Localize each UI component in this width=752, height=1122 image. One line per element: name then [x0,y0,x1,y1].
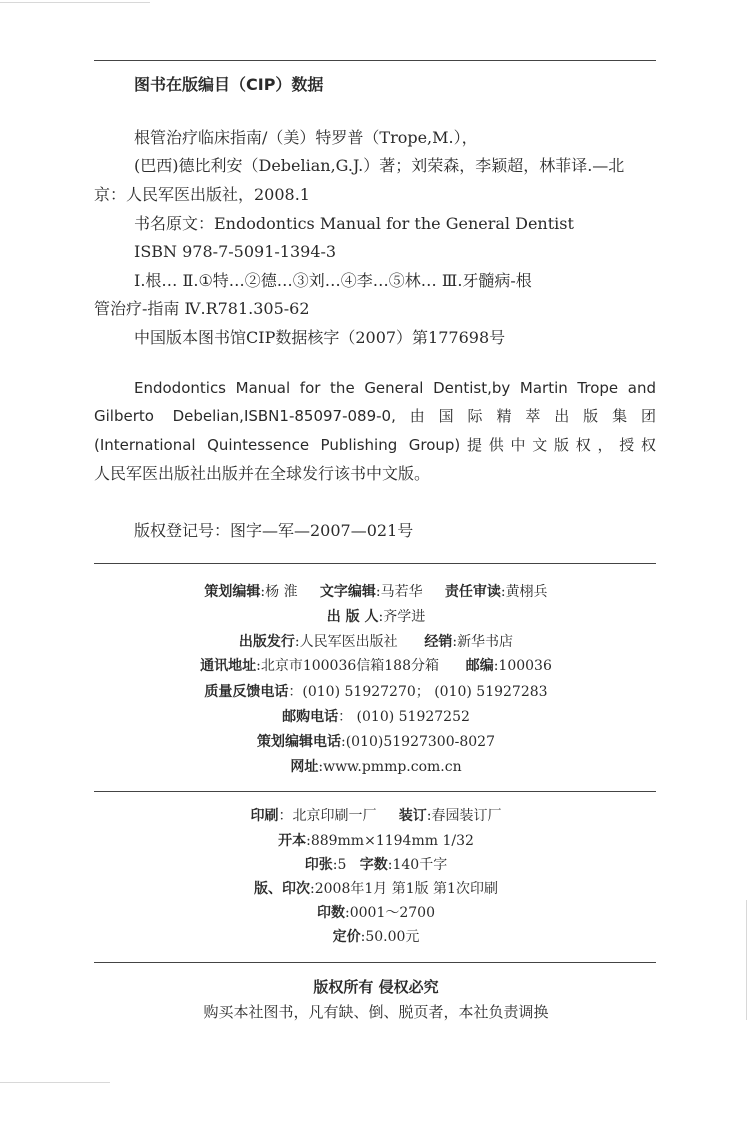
copies: 0001～2700 [349,905,435,921]
print-row-edition: 版、印次:2008年1月 第1版 第1次印刷 [254,881,498,897]
credits-row-publisher: 出 版 人:齐学进 [326,609,426,625]
mailorder-phone: (010) 51927252 [356,709,470,725]
print-row-copies: 印数:0001～2700 [317,905,435,921]
cip-line-2: (巴西)德比利安（Debelian,G.J.）著；刘荣森，李颖超，林菲译.—北 [134,156,625,175]
words: 140千字 [392,857,448,873]
credits-row-mailorder: 邮购电话： (010) 51927252 [282,709,470,725]
feedback-phones: (010) 51927270； (010) 51927283 [302,684,548,700]
printing-label: 印刷 [250,808,279,824]
cip-line-3: 京：人民军医出版社，2008.1 [94,185,310,204]
copyright-line-3: (International Quintessence Publishing Group)提供中文版权，授权 [94,436,656,454]
credits-row-address: 通讯地址:北京市100036信箱188分箱 邮编:100036 [200,658,552,674]
format-label: 开本 [278,833,307,849]
cip-line-5: ISBN 978-7-5091-1394-3 [134,242,337,261]
cip-heading: 图书在版编目（CIP）数据 [134,75,324,94]
credits-row-editor-phone: 策划编辑电话:(010)51927300-8027 [257,734,495,750]
binding-label: 装订 [398,808,427,824]
mailorder-label: 邮购电话 [282,709,339,725]
address-label: 通讯地址 [200,658,257,674]
postcode: 100036 [498,658,552,674]
cip-line-6: Ⅰ.根… Ⅱ.①特…②德…③刘…④李…⑤林… Ⅲ.牙髓病-根 [134,271,532,290]
copyright-line-2: Gilberto Debelian,ISBN1-85097-089-0,由国际精萃出版集团 [94,407,656,425]
registration-number: 版权登记号：图字—军—2007—021号 [134,521,414,540]
edition: 2008年1月 第1版 第1次印刷 [314,881,498,897]
edition-label: 版、印次 [254,881,310,897]
print-row-format: 开本:889mm×1194mm 1/32 [278,833,474,849]
website: www.pmmp.com.cn [323,759,462,775]
credits-row-distribution: 出版发行:人民军医出版社 经销:新华书店 [238,634,514,650]
printing: 北京印刷一厂 [292,808,377,824]
copies-label: 印数 [317,905,345,921]
credits-top-rule [94,563,656,564]
sheets-label: 印张 [304,857,333,873]
print-row-sheets: 印张:5 字数:140千字 [304,857,448,873]
editor-phone-label: 策划编辑电话 [257,734,341,750]
address: 北京市100036信箱188分箱 [260,658,439,674]
seller-label: 经销 [424,634,453,650]
publisher-person-label: 出 版 人 [326,609,379,625]
print-row-price: 定价:50.00元 [332,929,420,945]
credits-row-editors: 策划编辑:杨 淮 文字编辑:马若华 责任审读:黄栩兵 [204,584,548,600]
cip-line-7: 管治疗-指南 Ⅳ.R781.305-62 [94,299,310,318]
distribution-label: 出版发行 [238,634,295,650]
editor-phone: (010)51927300-8027 [345,734,495,750]
cip-line-1: 根管治疗临床指南/（美）特罗普（Trope,M.）， [134,128,478,147]
credits-row-website: 网址:www.pmmp.com.cn [290,759,462,775]
top-rule [94,60,656,61]
publisher-person: 齐学进 [383,609,426,625]
reviewer-label: 责任审读 [444,584,501,600]
credits-row-feedback: 质量反馈电话：(010) 51927270； (010) 51927283 [204,684,548,700]
feedback-label: 质量反馈电话 [204,684,289,700]
binding: 春园装订厂 [431,808,502,824]
words-label: 字数 [359,857,388,873]
scan-artifact-bottom [0,1082,110,1083]
price-label: 定价 [332,929,361,945]
print-row-printing: 印刷：北京印刷一厂 装订:春园装订厂 [250,808,502,824]
sheets: 5 [337,857,347,873]
cip-line-4: 书名原文：Endodontics Manual for the General Dentist [134,214,574,233]
postcode-label: 邮编 [465,658,494,674]
cip-line-8: 中国版本图书馆CIP数据核字（2007）第177698号 [134,328,506,347]
distribution: 人民军医出版社 [299,634,398,650]
website-label: 网址 [290,759,319,775]
planning-editor: 杨 淮 [265,584,298,600]
replacement-notice: 购买本社图书，凡有缺、倒、脱页者，本社负责调换 [203,1003,549,1021]
footer-top-rule [94,962,656,963]
seller: 新华书店 [457,634,514,650]
print-top-rule [94,791,656,792]
planning-editor-label: 策划编辑 [204,584,261,600]
copyright-line-1: Endodontics Manual for the General Dentist,by Martin Trope and [134,379,656,397]
price: 50.00元 [365,929,420,945]
rights-reserved: 版权所有 侵权必究 [313,978,439,996]
copyright-line-4: 人民军医出版社出版并在全球发行该书中文版。 [94,464,431,483]
reviewer: 黄栩兵 [505,584,548,600]
format: 889mm×1194mm 1/32 [310,833,474,849]
scan-artifact-top [0,2,150,3]
text-editor: 马若华 [380,584,423,600]
text-editor-label: 文字编辑 [319,584,376,600]
